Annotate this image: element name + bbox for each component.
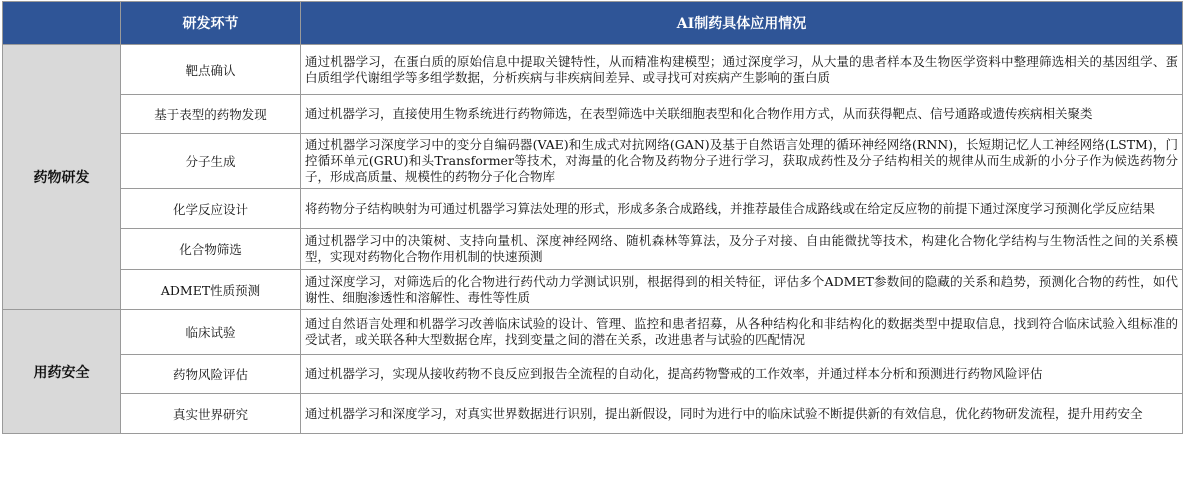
description-cell: 通过机器学习，在蛋白质的原始信息中提取关键特性，从而精准构建模型；通过深度学习，从大量的患者样本及生物医学资料中整理筛选相关的基因组学、蛋白质组学代谢组学等多组学数据，分析疾病与非疾病间差异、或寻找可对疾病产生影响的蛋白质: [301, 45, 1183, 95]
stage-cell: 真实世界研究: [121, 394, 301, 434]
table-row: [3, 95, 1183, 134]
description-cell: 通过自然语言处理和机器学习改善临床试验的设计、管理、监控和患者招募，从各种结构化和非结构化的数据类型中提取信息，找到符合临床试验入组标准的受试者，或关联各种大型数据仓库，找到变量之间的潜在关系，改进患者与试验的匹配情况: [301, 310, 1183, 355]
header-application: AI制药具体应用情况: [301, 2, 1183, 45]
stage-cell: 药物风险评估: [121, 355, 301, 394]
table-row: [3, 310, 1183, 355]
description-cell: 将药物分子结构映射为可通过机器学习算法处理的形式，形成多条合成路线，并推荐最佳合成路线或在给定反应物的前提下通过深度学习预测化学反应结果: [301, 189, 1183, 229]
description-cell: 通过机器学习中的决策树、支持向量机、深度神经网络、随机森林等算法，及分子对接、自由能微扰等技术，构建化合物化学结构与生物活性之间的关系模型，实现对药物化合物作用机制的快速预测: [301, 229, 1183, 270]
description-cell: 通过机器学习，直接使用生物系统进行药物筛选，在表型筛选中关联细胞表型和化合物作用方式，从而获得靶点、信号通路或遗传疾病相关聚类: [301, 95, 1183, 134]
table-row: [3, 134, 1183, 189]
stage-cell: 临床试验: [121, 310, 301, 355]
table-row: [3, 270, 1183, 310]
category-cell: 用药安全: [3, 310, 121, 434]
stage-cell: 基于表型的药物发现: [121, 95, 301, 134]
stage-cell: 靶点确认: [121, 45, 301, 95]
table-row: [3, 394, 1183, 434]
description-cell: 通过机器学习，实现从接收药物不良反应到报告全流程的自动化，提高药物警戒的工作效率，并通过样本分析和预测进行药物风险评估: [301, 355, 1183, 394]
header-stage: 研发环节: [121, 2, 301, 45]
description-cell: 通过机器学习深度学习中的变分自编码器(VAE)和生成式对抗网络(GAN)及基于自然语言处理的循环神经网络(RNN)，长短期记忆人工神经网络(LSTM)，门控循环单元(GRU)和头Transformer等技术，对海量的化合物及药物分子进行学习，获取成药性及分子结构相关的规律从而生成新的小分子作为候选药物分子，形成高质量、规模性的药物分子化合物库: [301, 134, 1183, 189]
table-row: [3, 45, 1183, 95]
header-category: [3, 2, 121, 45]
stage-cell: ADMET性质预测: [121, 270, 301, 310]
table-row: [3, 229, 1183, 270]
category-cell: 药物研发: [3, 45, 121, 310]
description-cell: 通过深度学习，对筛选后的化合物进行药代动力学测试识别，根据得到的相关特征，评估多个ADMET参数间的隐藏的关系和趋势，预测化合物的药性，如代谢性、细胞渗透性和溶解性、毒性等性质: [301, 270, 1183, 310]
stage-cell: 化学反应设计: [121, 189, 301, 229]
table-row: [3, 355, 1183, 394]
stage-cell: 化合物筛选: [121, 229, 301, 270]
stage-cell: 分子生成: [121, 134, 301, 189]
ai-pharma-table: [2, 1, 1183, 434]
table-row: [3, 189, 1183, 229]
description-cell: 通过机器学习和深度学习，对真实世界数据进行识别，提出新假设，同时为进行中的临床试验不断提供新的有效信息，优化药物研发流程，提升用药安全: [301, 394, 1183, 434]
header-row: [3, 2, 1183, 45]
